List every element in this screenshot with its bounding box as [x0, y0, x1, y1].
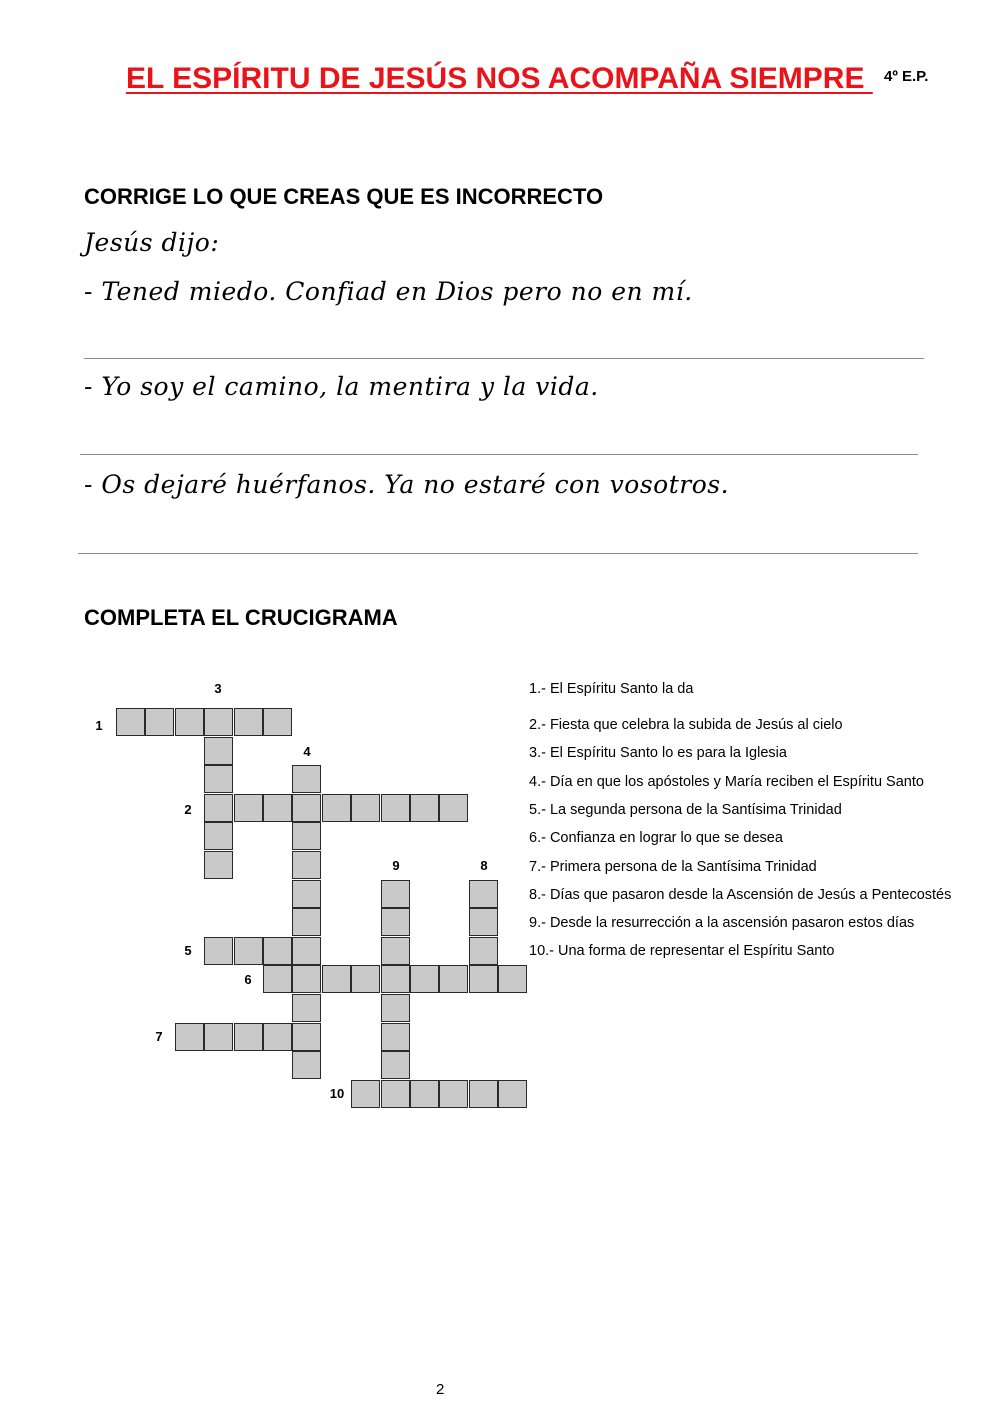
clue-6: 6.- Confianza en lograr lo que se desea: [529, 830, 783, 846]
crossword-cell[interactable]: [263, 965, 292, 993]
crossword-cell[interactable]: [381, 937, 410, 965]
clue-number-8: 8: [480, 858, 488, 873]
crossword-cell[interactable]: [145, 708, 174, 736]
crossword-cell[interactable]: [381, 880, 410, 908]
crossword-cell[interactable]: [292, 794, 321, 822]
clue-number-9: 9: [392, 858, 400, 873]
crossword-cell[interactable]: [410, 1080, 439, 1108]
clue-7: 7.- Primera persona de la Santísima Trinidad: [529, 859, 817, 875]
crossword-cell[interactable]: [292, 937, 321, 965]
crossword-cell[interactable]: [439, 1080, 468, 1108]
crossword-cell[interactable]: [469, 880, 498, 908]
crossword-cell[interactable]: [263, 1023, 292, 1051]
crossword-cell[interactable]: [410, 965, 439, 993]
crossword-cell[interactable]: [263, 937, 292, 965]
clue-number-4: 4: [303, 744, 311, 759]
crossword-cell[interactable]: [292, 908, 321, 936]
clue-number-2: 2: [184, 802, 192, 817]
clue-10: 10.- Una forma de representar el Espíritu Santo: [529, 943, 835, 959]
crossword-cell[interactable]: [175, 708, 204, 736]
crossword-cell[interactable]: [381, 1051, 410, 1079]
crossword-cell[interactable]: [381, 965, 410, 993]
clue-8: 8.- Días que pasaron desde la Ascensión de Jesús a Pentecostés: [529, 887, 952, 903]
statement-2: - Yo soy el camino, la mentira y la vida.: [84, 372, 599, 401]
clue-number-10: 10: [329, 1086, 345, 1101]
crossword-cell[interactable]: [469, 937, 498, 965]
crossword-cell[interactable]: [381, 794, 410, 822]
statement-3: - Os dejaré huérfanos. Ya no estaré con vosotros.: [84, 470, 730, 499]
clue-2: 2.- Fiesta que celebra la subida de Jesús al cielo: [529, 717, 843, 733]
crossword-cell[interactable]: [204, 794, 233, 822]
clue-number-3: 3: [214, 681, 222, 696]
crossword-cell[interactable]: [351, 794, 380, 822]
crossword-cell[interactable]: [204, 737, 233, 765]
answer-line-1[interactable]: [84, 358, 924, 359]
clue-3: 3.- El Espíritu Santo lo es para la Iglesia: [529, 745, 787, 761]
crossword-cell[interactable]: [469, 965, 498, 993]
crossword-cell[interactable]: [204, 822, 233, 850]
crossword-cell[interactable]: [439, 794, 468, 822]
crossword-cell[interactable]: [439, 965, 468, 993]
crossword-heading: COMPLETA EL CRUCIGRAMA: [84, 605, 398, 630]
crossword-cell[interactable]: [116, 708, 145, 736]
crossword-cell[interactable]: [410, 794, 439, 822]
clue-number-1: 1: [95, 718, 103, 733]
clue-4: 4.- Día en que los apóstoles y María reciben el Espíritu Santo: [529, 774, 924, 790]
crossword-cell[interactable]: [292, 1023, 321, 1051]
statement-1: - Tened miedo. Confiad en Dios pero no en mí.: [84, 277, 693, 306]
answer-line-3[interactable]: [78, 553, 918, 554]
crossword-cell[interactable]: [292, 765, 321, 793]
clue-9: 9.- Desde la resurrección a la ascensión pasaron estos días: [529, 915, 915, 931]
crossword-cell[interactable]: [292, 965, 321, 993]
crossword-cell[interactable]: [204, 1023, 233, 1051]
crossword-cell[interactable]: [292, 851, 321, 879]
crossword-cell[interactable]: [204, 851, 233, 879]
crossword-cell[interactable]: [381, 994, 410, 1022]
crossword-cell[interactable]: [234, 794, 263, 822]
crossword-cell[interactable]: [234, 708, 263, 736]
crossword-cell[interactable]: [498, 965, 527, 993]
crossword-cell[interactable]: [498, 1080, 527, 1108]
crossword-cell[interactable]: [292, 880, 321, 908]
page-title: EL ESPÍRITU DE JESÚS NOS ACOMPAÑA SIEMPRE: [126, 62, 873, 95]
clue-number-6: 6: [244, 972, 252, 987]
crossword-cell[interactable]: [234, 1023, 263, 1051]
intro-text: Jesús dijo:: [84, 228, 220, 257]
crossword-cell[interactable]: [292, 1051, 321, 1079]
grade-label: 4º E.P.: [884, 68, 929, 85]
crossword-cell[interactable]: [351, 1080, 380, 1108]
crossword-cell[interactable]: [204, 708, 233, 736]
crossword-cell[interactable]: [204, 937, 233, 965]
crossword-cell[interactable]: [292, 994, 321, 1022]
crossword-cell[interactable]: [351, 965, 380, 993]
crossword-cell[interactable]: [292, 822, 321, 850]
crossword-cell[interactable]: [263, 794, 292, 822]
clue-5: 5.- La segunda persona de la Santísima Trinidad: [529, 802, 842, 818]
clue-number-5: 5: [184, 943, 192, 958]
crossword-cell[interactable]: [381, 908, 410, 936]
crossword-cell[interactable]: [381, 1080, 410, 1108]
crossword-cell[interactable]: [469, 908, 498, 936]
crossword-cell[interactable]: [204, 765, 233, 793]
crossword-cell[interactable]: [322, 794, 351, 822]
crossword-cell[interactable]: [322, 965, 351, 993]
crossword-cell[interactable]: [381, 1023, 410, 1051]
clue-number-7: 7: [155, 1029, 163, 1044]
clue-1: 1.- El Espíritu Santo la da: [529, 681, 694, 697]
crossword-cell[interactable]: [234, 937, 263, 965]
crossword-cell[interactable]: [175, 1023, 204, 1051]
crossword-cell[interactable]: [263, 708, 292, 736]
page-number: 2: [436, 1381, 445, 1398]
answer-line-2[interactable]: [80, 454, 918, 455]
correction-heading: CORRIGE LO QUE CREAS QUE ES INCORRECTO: [84, 184, 604, 209]
crossword-cell[interactable]: [469, 1080, 498, 1108]
